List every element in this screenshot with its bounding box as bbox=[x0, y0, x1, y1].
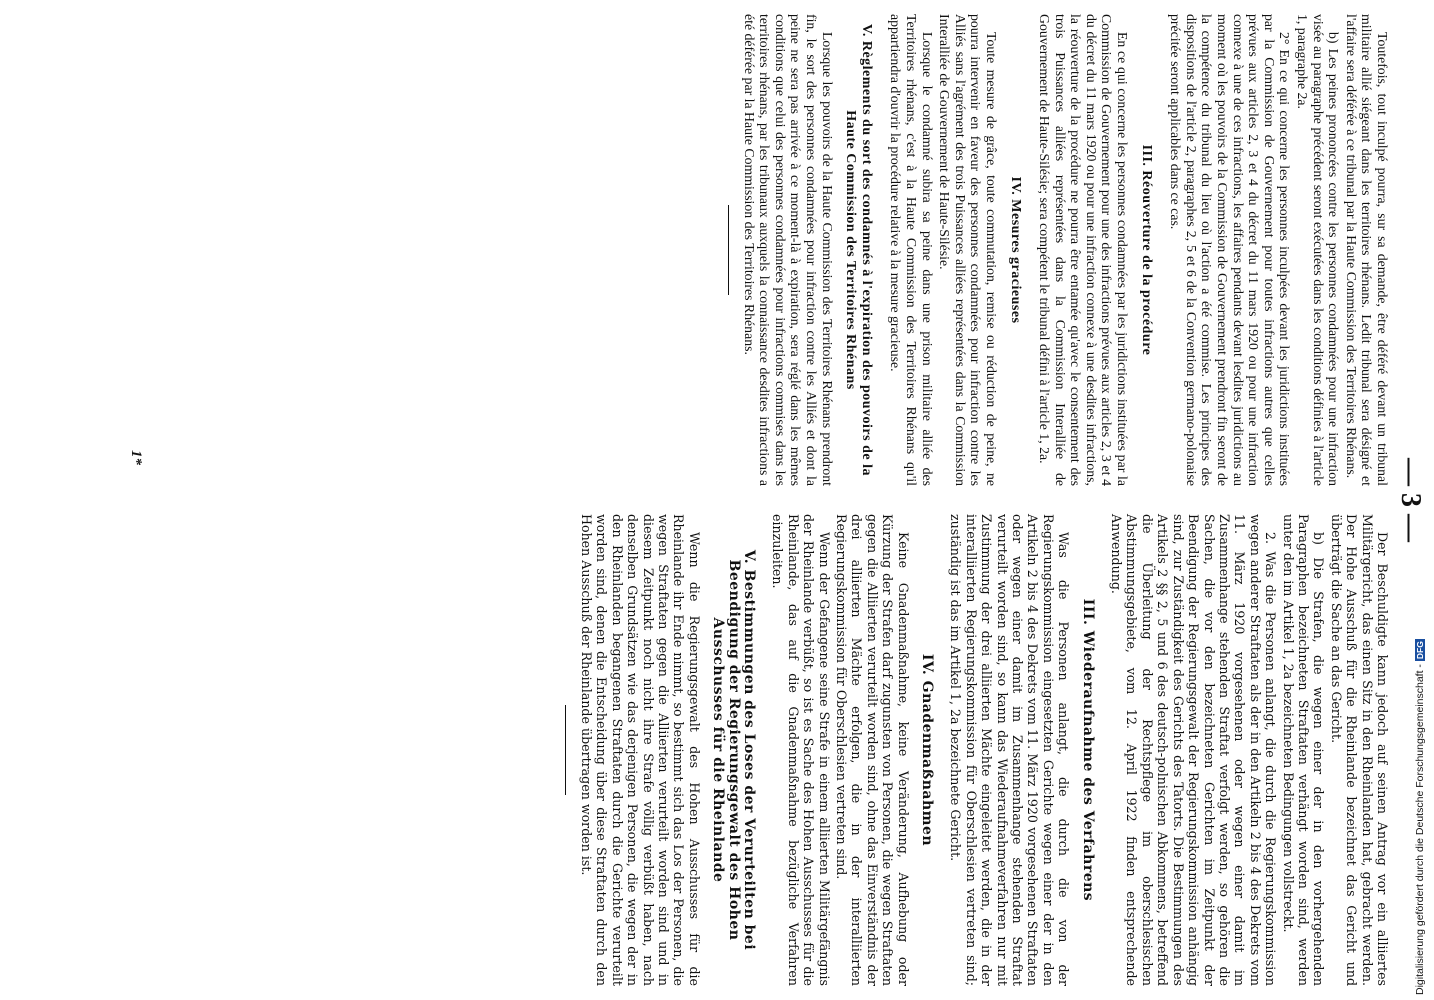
fr-heading-v: V. Règlements du sort des condamnés à l'expiration des pouvoirs de la Haute Commission des Territoires Rhénans bbox=[843, 24, 874, 476]
fr-paragraph-1: Toutefois, tout inculpé pourra, sur sa demande, être déféré devant un tribunal militaire allié siégeant dans les territoires rhénans. Ledit tribunal sera désigné et l'affaire sera déférée à ce tribunal par la Haute Commission des Territoires Rhénans. bbox=[1343, 14, 1390, 486]
fr-paragraph-3: 2° En ce qui concerne les personnes inculpées devant les juridictions instituées par la Commission de Gouvernement pour toutes infractions autres que celles prévues aux articles 2, 3 et 4 du décret du 11 mars 1920 ou pour une infraction connexe à une de ces infractions, les affaires pendants devant lesdites juridictions au moment où les pouvoirs de la Commission de Gouvernement prendront fin seront de la compétence du tribunal du lieu où l'action a été commise. Les principes des dispositions de l'article 2, paragraphes 2, 5 et 6 de la Convention germano-polonaise précitée seront applicables dans ce cas. bbox=[1168, 14, 1293, 486]
credit-sidebar bbox=[1412, 605, 1430, 995]
fr-paragraph-2: b) Les peines prononcées contre les personnes condamnées pour une infraction visée au paragraphe précédent seront exécutées dans les conditions définies à l'article 1, paragraphe 2a. bbox=[1295, 14, 1342, 486]
fr-heading-iii: III. Réouverture de la procédure bbox=[1138, 144, 1154, 356]
credit-text: Digitalisierung gefördert durch die Deutsche Forschungsgemeinschaft - bbox=[1414, 664, 1426, 995]
french-column bbox=[566, 14, 1391, 486]
signature-mark: 1* bbox=[128, 450, 144, 465]
de-paragraph-3: 2. Was die Personen anlangt, die durch die Regierungskommission wegen anderer Straftaten als der in den Artikeln 2 bis 4 des Dekrets vom 11. März 1920 vorgesehenen oder wegen einer damit im Zusammenhange stehenden Straftat verfolgt werden, so gehören die Sachen, die vor den bezeichneten Gerichten im Zeitpunkt der Beendigung der Regierungsgewalt der Regierungskommission anhängig sind, zur Zuständigkeit des Gerichts des Tatorts. Die Bestimmungen des Artikels 2 §§ 2, 5 und 6 des deutsch-polnischen Abkommens, betreffend die Überleitung der Rechtspflege im oberschlesischen Abstimmungsgebiete, vom 12. April 1922 finden entsprechende Anwendung. bbox=[1109, 514, 1279, 986]
de-paragraph-5: Keine Gnadenmaßnahme, keine Veränderung, Aufhebung oder Kürzung der Strafen darf zugunsten von Personen, die wegen Straftaten gegen die Alliierten verurteilt worden sind, ohne das Einverständnis der drei alliierten Mächte erfolgen, die in der interalliierten Regierungskommission für Oberschlesien vertreten sind. bbox=[834, 514, 911, 986]
fr-paragraph-4: En ce qui concerne les personnes condamnées par les juridictions instituées par la Commission de Gouvernement pour une des infractions prévues aux articles 2, 3 et 4 du décret du 11 mars 1920 ou pour une infraction connexe à une desdites infractions, la réouverture de la procédure ne pourra être entamée qu'avec le consentement des trois Puissances alliées représentées dans la Commission Interalliée de Gouvernement de Haute-Silésie; sera compétent le tribunal défini à l'article 1, 2a. bbox=[1037, 14, 1131, 486]
fr-paragraph-5: Toute mesure de grâce, toute commutation, remise ou réduction de peine, ne pourra intervenir en faveur des personnes condamnées pour infraction contre les Alliés sans l'agrément des trois Puissances alliées représentées dans la Commission Interalliée de Gouvernement de Haute-Silésie. bbox=[937, 14, 999, 486]
columns bbox=[566, 14, 1391, 986]
de-heading-v: V. Bestimmungen des Loses der Verurteilten bei Beendigung der Regierungsgewalt des Hohen Ausschusses für die Rheinlande bbox=[710, 549, 757, 951]
fr-paragraph-7: Lorsque les pouvoirs de la Haute Commission des Territoires Rhénans prendront fin, le sort des personnes condamnées pour infraction contre les Alliés et dont la peine ne sera pas arrivée à ce moment-là à expiration, sera réglé dans les mêmes conditions que celui des personnes condamnées pour infractions commises dans les territoires rhénans, par les tribunaux auxquels la connaissance desdites infractions a été déférée par la Haute Commission des Territoires Rhénans. bbox=[741, 14, 835, 486]
fr-heading-iv: IV. Mesures gracieuses bbox=[1007, 176, 1023, 324]
de-paragraph-6: Wenn der Gefangene seine Strafe in einem alliierten Militärgefängnis der Rheinlande verbüßt, so ist es Sache des Hohen Ausschusses für die Rheinlande, das auf die Gnadenmaßnahme bezügliche Verfahren einzuleiten. bbox=[770, 514, 832, 986]
fr-paragraph-6: Lorsque le condamné subira sa peine dans une prison militaire alliée des Territoires rhénans, c'est à la Haute Commission des Territoires Rhénans qu'il appartiendra d'ouvrir la procédure relative à la mesure gracieuse. bbox=[888, 14, 935, 486]
credit-line bbox=[1414, 639, 1426, 995]
de-end-rule bbox=[566, 705, 567, 795]
fr-end-rule bbox=[728, 205, 729, 295]
de-paragraph-2: b) Die Strafen, die wegen einer der in den vorhergehenden Paragraphen bezeichneten Straftaten verhängt worden sind, werden unter den im Artikel 1, 2a bezeichneten Bedingungen vollstreckt. bbox=[1280, 514, 1327, 986]
de-heading-iii: III. Wiederaufnahme des Verfahrens bbox=[1079, 598, 1096, 902]
de-paragraph-4: Was die Personen anlangt, die durch die von der Regierungskommission eingesetzten Gerichte wegen einer der in den Artikeln 2 bis 4 des Dekrets vom 11. März 1920 vorgesehenen Straftaten oder wegen einer damit im Zusammenhange stehenden Straftat verurteilt worden sind, so kann das Wiederaufnahmeverfahren nur mit Zustimmung der drei alliierten Mächte eingeleitet werden, die in der interalliierten Regierungskommission für Oberschlesien vertreten sind; zuständig ist das im Artikel 1, 2a bezeichnete Gericht. bbox=[948, 514, 1072, 986]
de-paragraph-1: Der Beschuldigte kann jedoch auf seinen Antrag vor ein alliiertes Militärgericht, das einen Sitz in den Rheinlanden hat, gebracht werden. Der Hohe Ausschuß für die Rheinlande bezeichnet das Gericht und überträgt die Sache an das Gericht. bbox=[1328, 514, 1390, 986]
page-number: — 3 — bbox=[1395, 458, 1426, 542]
de-heading-iv: IV. Gnadenmaßnahmen bbox=[919, 653, 936, 847]
german-column bbox=[566, 514, 1391, 986]
de-paragraph-7: Wenn die Regierungsgewalt des Hohen Ausschusses für die Rheinlande ihr Ende nimmt, so bestimmt sich das Los der Personen, die wegen Straftaten gegen die Alliierten verurteilt worden sind und in diesem Zeitpunkt noch nicht ihre Strafe völlig verbüßt haben, nach denselben Grundsätzen wie das derjenigen Personen, die wegen der in den Rheinlanden begangenen Straftaten durch die Gerichte verurteilt worden sind, denen die Entscheidung über diese Straftaten durch den Hohen Ausschuß der Rheinlande übertragen worden ist. bbox=[578, 514, 702, 986]
dfg-logo-icon: DFG bbox=[1415, 641, 1425, 660]
